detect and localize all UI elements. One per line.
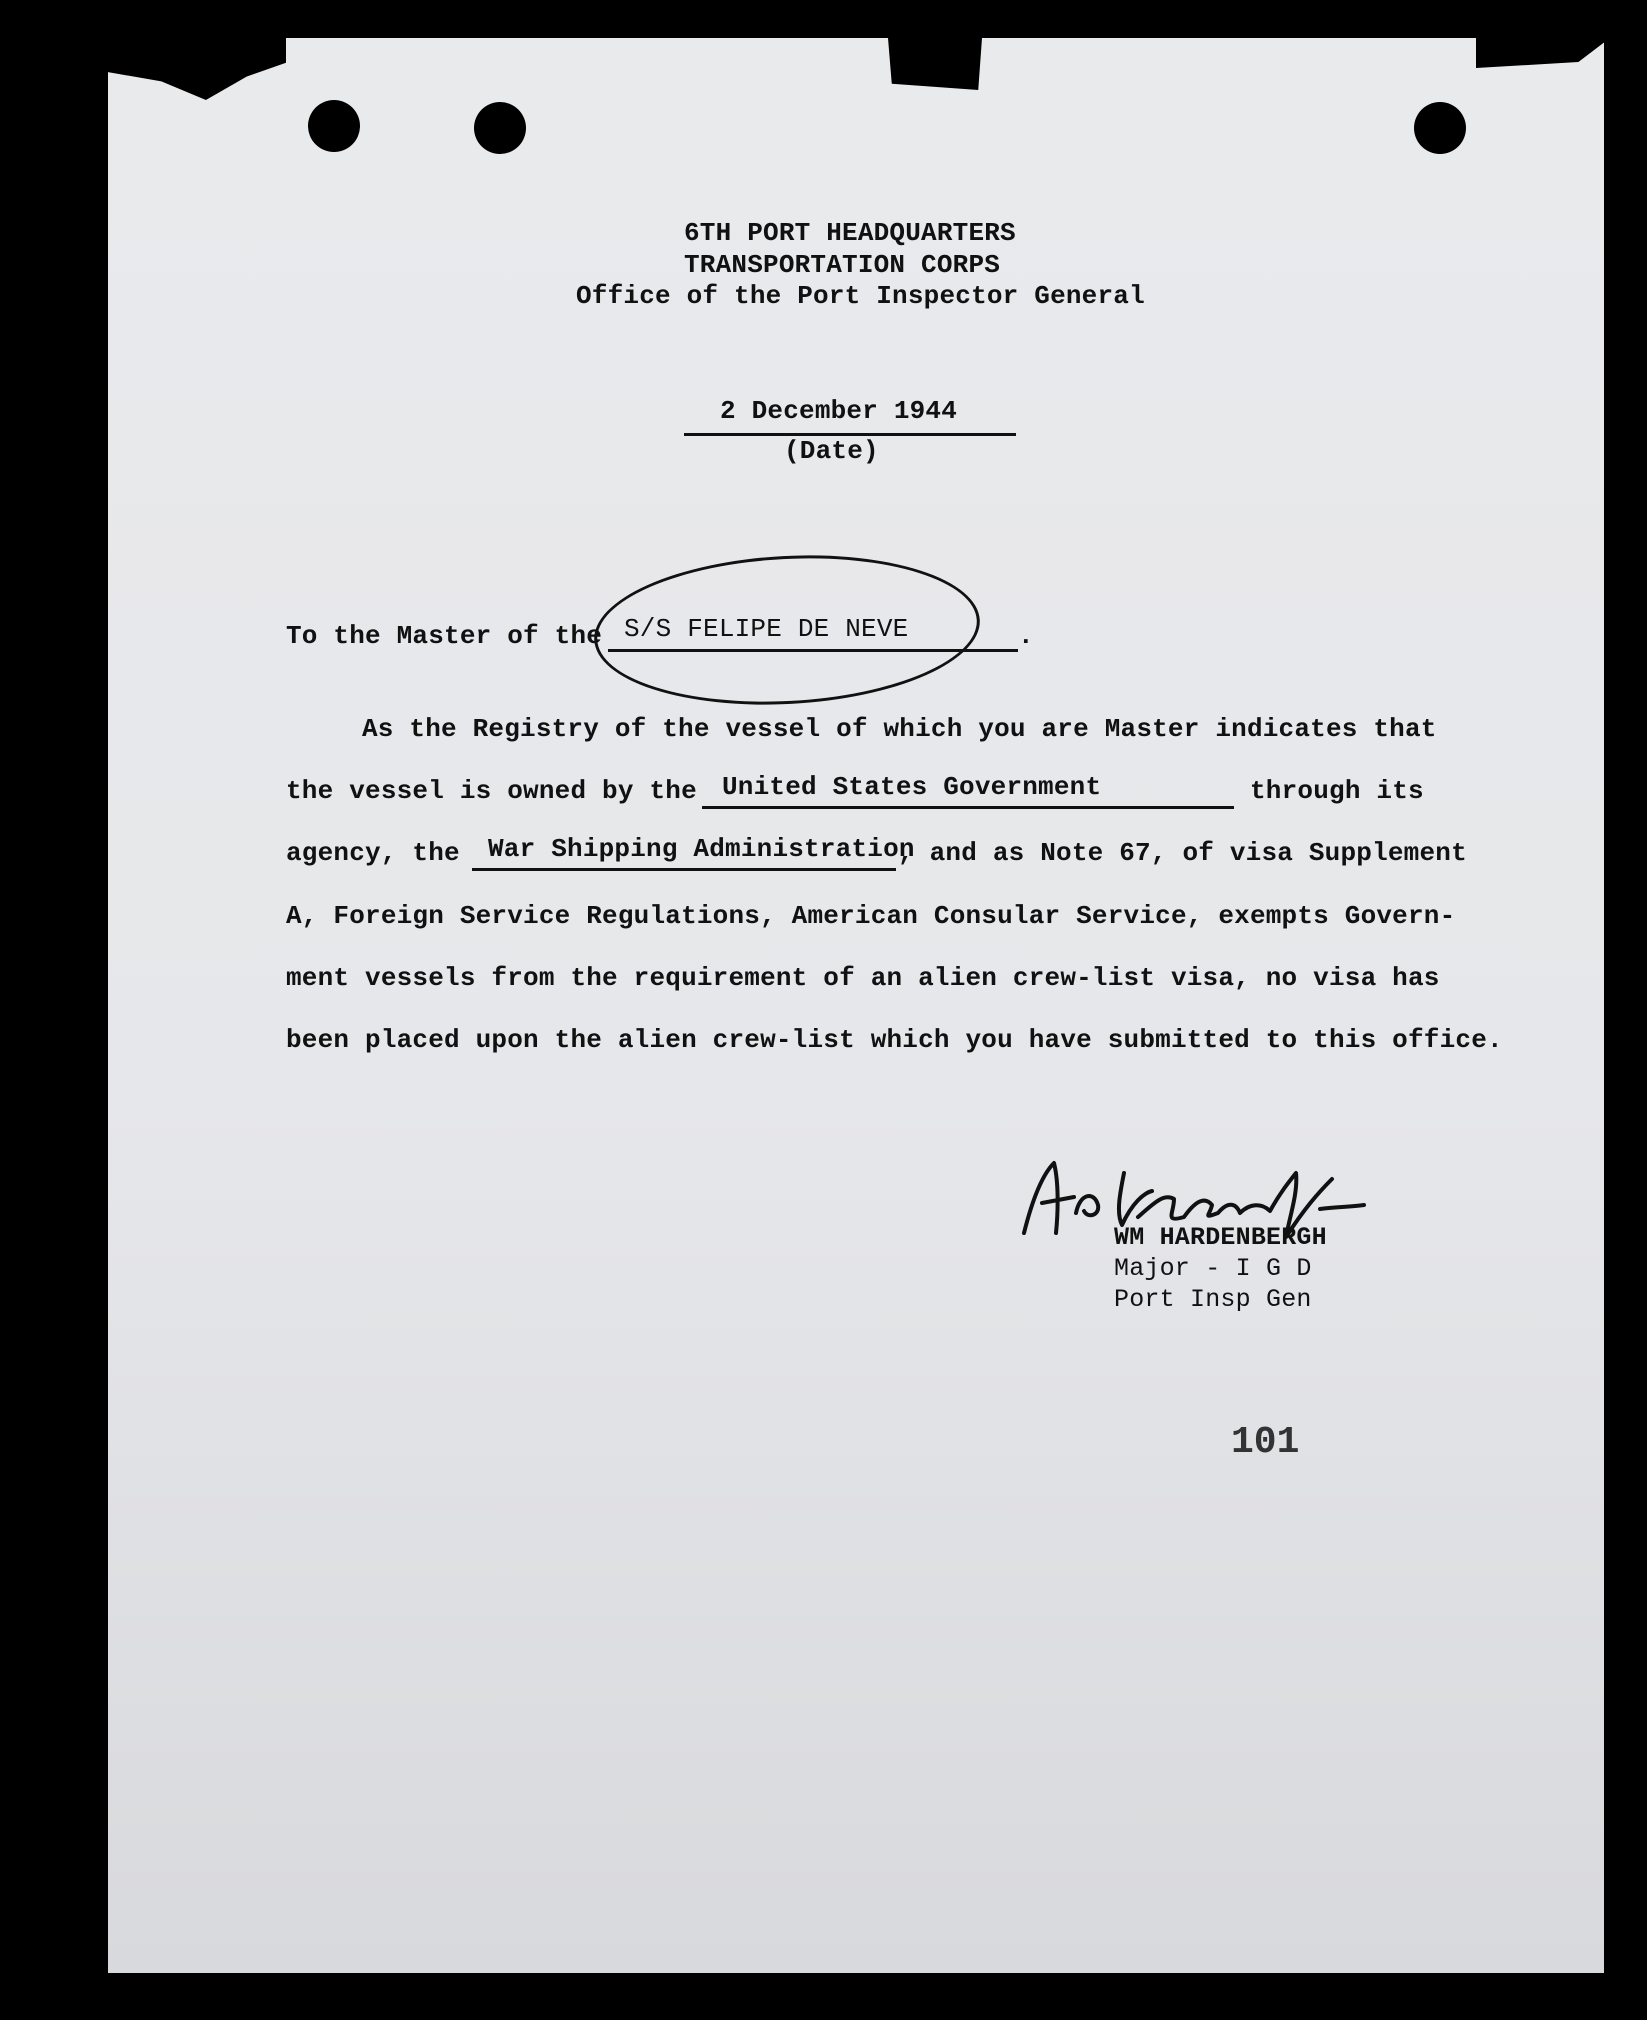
agency-field: War Shipping Administration [488,834,915,864]
body-line-3-start: agency, the [286,838,460,868]
letter-date: 2 December 1944 [720,396,958,426]
document-page [108,38,1604,1973]
letterhead-line-3: Office of the Port Inspector General [576,281,1145,311]
letterhead-line-1: 6TH PORT HEADQUARTERS [684,218,1016,248]
body-line-6: been placed upon the alien crew-list which you have submitted to this office. [286,1025,1503,1055]
punch-hole [308,100,360,152]
signatory-title: Port Insp Gen [1114,1285,1312,1314]
body-line-5: ment vessels from the requirement of an alien crew-list visa, no visa has [286,963,1440,993]
body-line-1: As the Registry of the vessel of which you are Master indicates that [362,714,1437,744]
body-line-4: A, Foreign Service Regulations, American Consular Service, exempts Govern- [286,901,1456,931]
torn-corner [108,38,286,100]
body-line-2-end: through its [1250,776,1424,806]
vessel-name: S/S FELIPE DE NEVE [624,614,909,644]
date-caption: (Date) [784,436,879,466]
page-number: 101 [1231,1421,1300,1464]
hand-drawn-circle [590,546,983,714]
torn-edge [1476,38,1604,68]
torn-edge [888,38,982,90]
owner-underline [702,806,1234,809]
owner-field: United States Government [722,772,1102,802]
salutation-period: . [1018,621,1034,651]
signatory-name: WM HARDENBERGH [1114,1223,1327,1252]
signatory-rank: Major - I G D [1114,1254,1312,1283]
agency-underline [472,868,896,871]
punch-hole [1414,102,1466,154]
punch-hole [474,102,526,154]
body-line-3-end: , and as Note 67, of visa Supplement [898,838,1467,868]
body-line-2-start: the vessel is owned by the [286,776,697,806]
salutation-prefix: To the Master of the [286,621,603,651]
letterhead-line-2: TRANSPORTATION CORPS [684,250,1001,280]
